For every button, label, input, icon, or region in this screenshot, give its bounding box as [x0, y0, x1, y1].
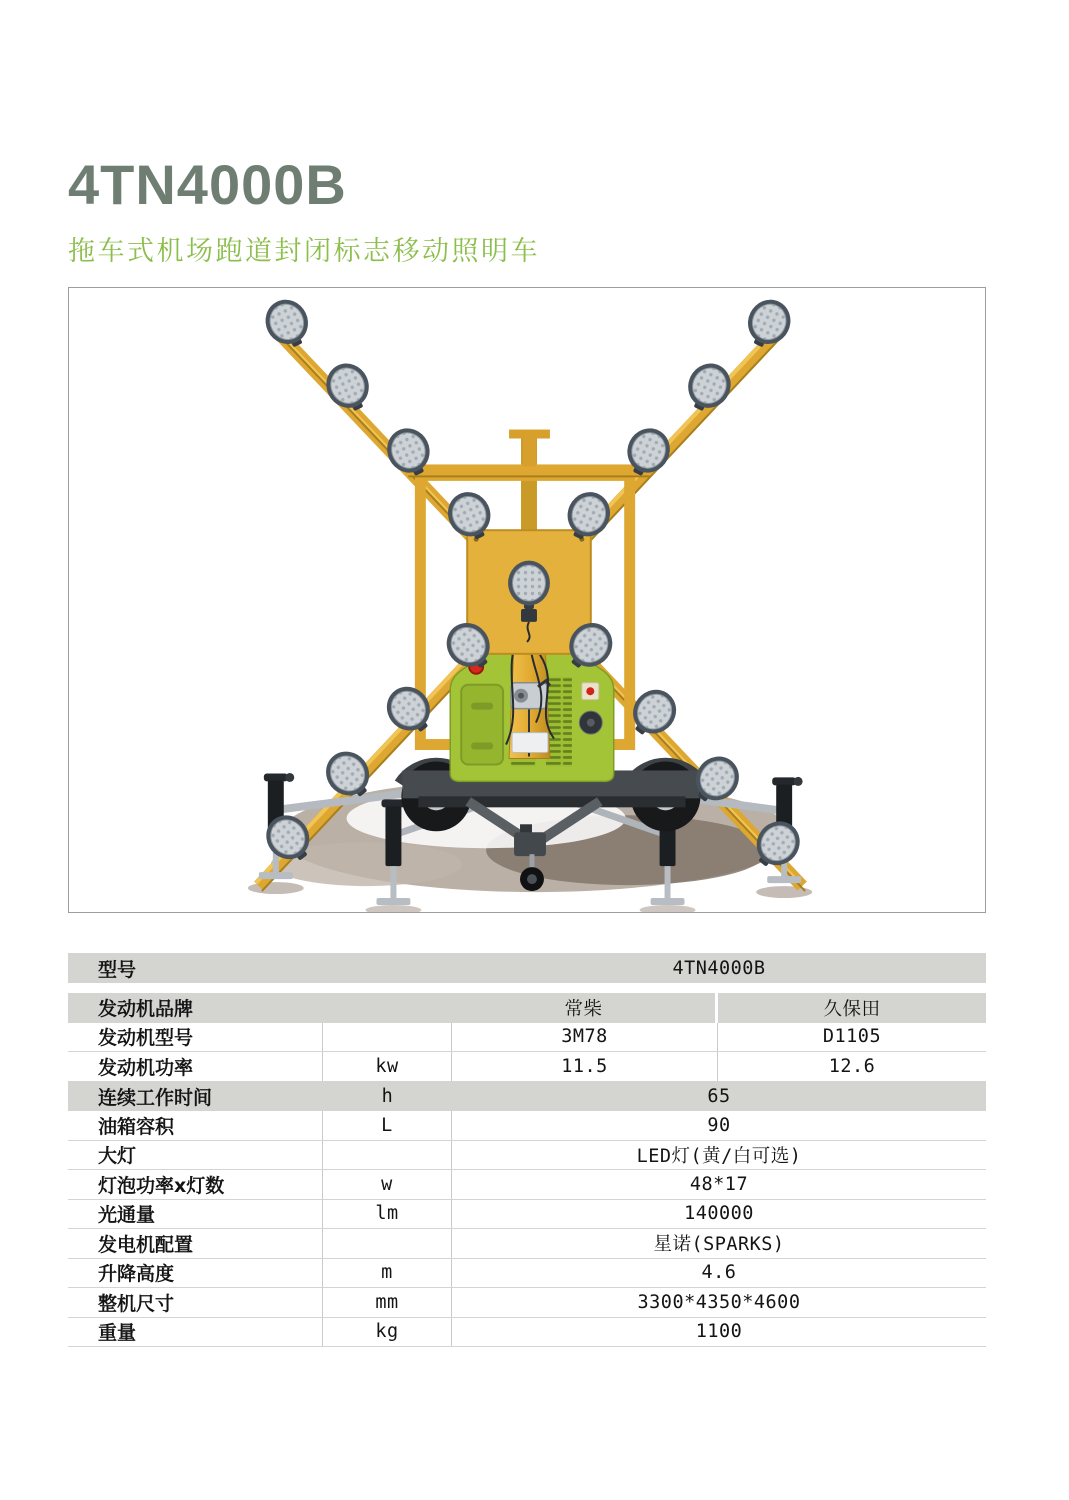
spec-value: 3300*4350*4600	[637, 1291, 801, 1313]
table-row-lift-height	[68, 1259, 986, 1289]
spec-label: 发动机型号	[68, 1023, 323, 1052]
spec-value: D1105	[822, 1026, 882, 1048]
spec-value: 4TN4000B	[672, 957, 766, 979]
table-row-bulb-power	[68, 1170, 986, 1200]
spec-value: 星诺(SPARKS)	[653, 1234, 785, 1256]
spec-unit: m	[323, 1259, 452, 1288]
table-row-engine-model	[68, 1023, 986, 1053]
spec-unit: kg	[323, 1318, 452, 1347]
spec-value: LED灯(黄/白可选)	[636, 1145, 802, 1167]
spec-unit: mm	[323, 1288, 452, 1317]
spec-label: 升降高度	[68, 1259, 323, 1288]
spec-unit	[323, 1141, 452, 1170]
table-row-weight	[68, 1318, 986, 1348]
spec-value: 常柴	[452, 993, 718, 1023]
table-row-engine-brand	[68, 993, 986, 1023]
spec-value: 90	[707, 1114, 731, 1136]
product-figure	[68, 287, 986, 913]
spec-value: 久保田	[823, 998, 881, 1020]
spec-value: 11.5	[452, 1052, 718, 1081]
spec-label: 发动机品牌	[98, 998, 194, 1021]
spec-value: 12.6	[828, 1055, 876, 1077]
table-row-generator	[68, 1229, 986, 1259]
spec-value: 48*17	[689, 1173, 749, 1195]
spec-label: 整机尺寸	[68, 1288, 323, 1317]
spec-label: 型号	[98, 958, 137, 981]
table-row-model	[68, 953, 986, 983]
spec-value: 3M78	[452, 1023, 718, 1052]
table-row-fuel-tank	[68, 1111, 986, 1141]
table-row-luminous-flux	[68, 1200, 986, 1230]
table-row-headlight	[68, 1141, 986, 1171]
spec-label: 灯泡功率x灯数	[68, 1170, 323, 1199]
spec-label: 油箱容积	[68, 1111, 323, 1140]
spec-label: 连续工作时间	[98, 1086, 213, 1109]
spec-label: 发电机配置	[68, 1229, 323, 1258]
spec-label: 大灯	[68, 1141, 323, 1170]
spec-label: 发动机功率	[68, 1052, 323, 1081]
spec-unit: kw	[323, 1052, 452, 1081]
table-row-dimensions	[68, 1288, 986, 1318]
page-title: 4TN4000B	[68, 153, 347, 216]
spec-value: 65	[707, 1085, 731, 1107]
table-row-engine-power	[68, 1052, 986, 1082]
spec-value: 4.6	[701, 1262, 737, 1284]
spec-label: 光通量	[68, 1200, 323, 1229]
spec-table	[68, 953, 986, 1347]
spec-label: 重量	[68, 1318, 323, 1347]
spec-unit: w	[323, 1170, 452, 1199]
spec-unit	[323, 1023, 452, 1052]
spec-unit: h	[381, 1085, 394, 1107]
spec-unit: lm	[323, 1200, 452, 1229]
spec-value: 1100	[695, 1321, 743, 1343]
spec-unit: L	[323, 1111, 452, 1140]
light-tower-illustration	[69, 288, 985, 912]
spec-unit	[323, 1229, 452, 1258]
page-subtitle: 拖车式机场跑道封闭标志移动照明车	[68, 236, 540, 267]
table-gap	[68, 983, 986, 993]
table-row-working-time	[68, 1082, 986, 1112]
spec-value: 140000	[684, 1203, 754, 1225]
